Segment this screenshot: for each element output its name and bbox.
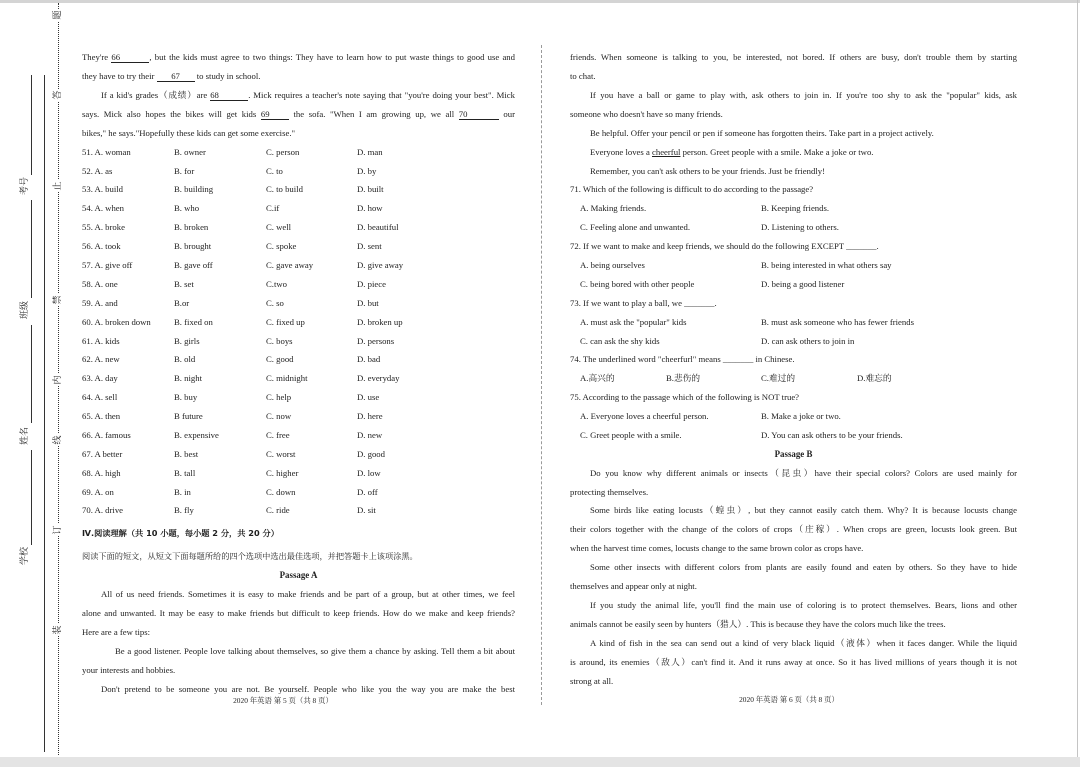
passage-line: Some birds like eating locusts（蝗虫）, but they cannot easily catch them. Why? It is because locusts change [590,505,1017,515]
option-a: 51. A. woman [82,147,131,157]
option-b: B. building [174,184,214,194]
option-d: D. Listening to others. [761,222,839,232]
page-right-edge [1077,0,1078,757]
cloze-text: the sofa. "When I am growing up, we all [288,109,459,119]
passage-line: friends. When someone is talking to you, be interested, not bored. If others are busy, don't trouble them by starting [570,52,1017,62]
cloze-line [82,127,295,139]
option-b: B. girls [174,336,200,346]
cloze-text: bikes," he says."Hopefully these kids can get some exercise." [82,128,296,138]
option-c: C.if [266,203,280,213]
option-a: 70. A. drive [82,505,124,515]
option-row [82,467,515,479]
option-d: D. use [357,392,380,402]
option-c: C. gave away [266,260,314,270]
passage-line: when the harvest time comes, locusts change to the same brown color as crops have. [570,543,864,553]
seal-char: 内 [53,375,63,385]
passage-b-title: Passage B [774,449,813,459]
option-b: B. tall [174,468,196,478]
question-stem: 71. Which of the following is difficult to do according to the passage? [570,184,814,194]
passage-line: strong at all. [570,676,614,686]
option-a: A. must ask the "popular" kids [580,317,687,327]
option-b: B. best [174,449,199,459]
option-row [82,353,515,365]
option-c: C. to [266,166,283,176]
option-c: C. well [266,222,292,232]
option-a: A. being ourselves [580,260,645,270]
option-a: 66. A. famous [82,430,131,440]
option-d: D. how [357,203,383,213]
seal-char: 禁 [53,295,63,305]
exam-number-blank [31,75,32,175]
cloze-line [82,70,260,82]
option-d: D. built [357,184,384,194]
page-footer: 2020 年英语 第 6 页（共 8 页） [739,695,839,704]
option-b: B. broken [174,222,209,232]
option-c: C. free [266,430,290,440]
option-b: B. fixed on [174,317,213,327]
passage-line: is around, its enemies（敌人）can't find it. And it runs away at once. So it has lived millions of years though it is not [570,657,1017,667]
option-d: D. low [357,468,381,478]
option-c: C. ride [266,505,290,515]
option-d: D. give away [357,260,404,270]
option-row [570,335,1017,347]
option-d: D. piece [357,279,386,289]
passage-line: someone who doesn't have so many friends. [570,109,723,119]
passage-text: person. Greet people with a smile. Make a joke or two. [680,147,874,157]
passage-line [590,146,873,158]
cloze-text: to study in school. [194,71,261,81]
page-footer: 2020 年英语 第 5 页（共 8 页） [233,696,333,705]
passage-line: alone and unwanted. It may be easy to make friends but difficult to keep friends. How do we make and keep friends? [82,608,515,618]
cloze-text: . Mick requires a teacher's note saying that "you're doing your best". Mick [248,90,516,100]
seal-char: 线 [53,435,63,445]
option-a: 69. A. on [82,487,114,497]
option-row [570,316,1017,328]
seal-char: 订 [53,525,63,535]
answer-blank: 70 [459,109,499,120]
option-d: D. new [357,430,383,440]
option-c: C. midnight [266,373,308,383]
seal-char: 止 [53,181,63,191]
class-label: 班级 [20,301,30,320]
question-stem: 73. If we want to play a ball, we _______. [570,298,717,308]
option-c: C. fixed up [266,317,305,327]
answer-blank: 69 [261,109,289,120]
option-row [82,335,515,347]
option-b: B. Keeping friends. [761,203,830,213]
option-a: 62. A. new [82,354,120,364]
option-row [570,429,1017,441]
option-d: D. can ask others to join in [761,336,855,346]
passage-line: All of us need friends. Sometimes it is easy to make friends and be part of a group, but at other times, we feel [101,589,515,599]
binding-solid-line [44,75,45,752]
option-row [82,486,515,498]
answer-blank: 67 [157,71,195,82]
option-row [82,391,515,403]
option-row [82,221,515,233]
passage-line: Remember, you can't ask others to be your friends. Just be friendly! [590,166,825,176]
name-label: 姓名 [20,427,30,446]
option-d: D. but [357,298,379,308]
option-c: C.two [266,279,287,289]
option-row [82,240,515,252]
option-row [82,448,515,460]
option-d: D. beautiful [357,222,399,232]
option-a: 53. A. build [82,184,124,194]
seal-char: 装 [53,625,63,635]
option-c: C. down [266,487,296,497]
option-c: C. higher [266,468,299,478]
option-b: B future [174,411,203,421]
option-a: 55. A. broke [82,222,125,232]
option-d: D. being a good listener [761,279,845,289]
option-a: 61. A. kids [82,336,120,346]
option-d: D.难忘的 [857,373,892,383]
option-c: C. to build [266,184,303,194]
option-d: D. bad [357,354,381,364]
passage-line: animals cannot be easily seen by hunters（猎人）. This is because they have the colors much like the trees. [570,619,946,629]
option-d: D. off [357,487,378,497]
option-d: D. broken up [357,317,403,327]
passage-line: Don't pretend to be someone you are not. Be yourself. People who like you the way you are make the best [101,684,515,694]
option-d: D. here [357,411,383,421]
option-a: 60. A. broken down [82,317,151,327]
section-instruction: 阅读下面的短文，从短文下面每题所给的四个选项中选出最佳选项，并把答题卡上该项涂黑。 [82,551,418,561]
cloze-line [82,108,515,120]
option-b: B. in [174,487,191,497]
cloze-text: , but the kids must agree to two things: They have to learn how to put waste things to good use and [149,52,515,62]
option-a: 58. A. one [82,279,118,289]
option-b: B. night [174,373,202,383]
passage-line: to chat. [570,71,596,81]
option-row [82,259,515,271]
option-row [570,202,1017,214]
cloze-text: says. Mick also hopes the bikes will get kids [82,109,261,119]
passage-line: A kind of fish in the sea can send out a kind of very black liquid（液体）when it faces danger. While the liquid [590,638,1017,648]
cloze-line [82,51,515,63]
passage-line: protecting themselves. [570,487,649,497]
option-a: 65. A. then [82,411,121,421]
cloze-text: If a kid's grades（成绩）are [101,90,211,100]
option-d: D. everyday [357,373,400,383]
option-row [82,297,515,309]
option-b: B. gave off [174,260,213,270]
option-row [82,183,515,195]
cloze-text: They're [82,52,112,62]
option-c: C. spoke [266,241,297,251]
passage-a-title: Passage A [279,570,318,580]
option-d: D. persons [357,336,395,346]
cloze-line [101,89,515,101]
option-a: 68. A. high [82,468,121,478]
option-b: B.悲伤的 [666,373,701,383]
option-row [82,316,515,328]
passage-line: their colors together with the change of the colors of crops（庄稼）. When crops are green, locusts look green. But [570,524,1017,534]
option-row [82,278,515,290]
option-b: B. buy [174,392,198,402]
cloze-text: our [498,109,515,119]
option-row [82,410,515,422]
option-d: D. You can ask others to be your friends. [761,430,903,440]
option-a: 52. A. as [82,166,113,176]
class-blank [31,200,32,298]
option-b: B. owner [174,147,206,157]
option-a: 64. A. sell [82,392,118,402]
passage-line: Some other insects with different colors from plants are easily found and eaten by others. So they have to hide [590,562,1017,572]
answer-blank: 68 [210,90,248,101]
exam-number-label: 考号 [20,177,30,196]
school-blank [31,450,32,545]
option-c: C. worst [266,449,296,459]
option-row [82,165,515,177]
option-a: A. Making friends. [580,203,647,213]
page-bottom-edge [0,757,1080,767]
passage-text: Everyone loves a [590,147,652,157]
option-row [82,202,515,214]
option-d: D. man [357,147,383,157]
name-blank [31,325,32,423]
passage-line: If you study the animal life, you'll find the main use of coloring is to protect themselves. Bears, lions and other [590,600,1017,610]
option-c: C. help [266,392,292,402]
option-b: B. for [174,166,195,176]
option-b: B. Make a joke or two. [761,411,841,421]
passage-line: If you have a ball or game to play with, ask others to join in. If you're too shy to ask the "popular" kids, ask [590,90,1017,100]
option-a: 56. A. took [82,241,121,251]
cloze-text: they have to try their [82,71,157,81]
page-top-edge [0,0,1080,3]
option-a: 67. A better [82,449,123,459]
option-b: B. set [174,279,194,289]
page-divider [541,45,542,705]
option-a: A.高兴的 [580,373,615,383]
option-c: C.难过的 [761,373,796,383]
option-a: 57. A. give off [82,260,133,270]
option-c: C. now [266,411,292,421]
option-row [570,259,1017,271]
option-d: D. sit [357,505,376,515]
passage-line: Do you know why different animals or insects（昆虫）have their special colors? Colors are used mainly for [590,468,1017,478]
passage-line: themselves and appear only at night. [570,581,697,591]
option-c: C. Greet people with a smile. [580,430,682,440]
question-stem: 72. If we want to make and keep friends, we should do the following EXCEPT _______. [570,241,879,251]
section-title: Ⅳ.阅读理解（共 10 小题，每小题 2 分，共 20 分） [82,528,279,538]
option-b: B. must ask someone who has fewer friends [761,317,914,327]
underlined-word: cheerful [652,147,681,157]
option-b: B. who [174,203,200,213]
option-a: 54. A. when [82,203,124,213]
option-c: C. good [266,354,294,364]
option-c: C. being bored with other people [580,279,695,289]
option-c: C. person [266,147,300,157]
answer-blank: 66 [111,52,149,63]
option-c: C. boys [266,336,293,346]
passage-line: Be helpful. Offer your pencil or pen if someone has forgotten theirs. Take part in a project actively. [590,128,934,138]
option-row [82,429,515,441]
option-b: B. fly [174,505,194,515]
option-row [82,372,515,384]
option-b: B. old [174,354,196,364]
question-stem: 75. According to the passage which of the following is NOT true? [570,392,800,402]
option-b: B.or [174,298,190,308]
option-a: 59. A. and [82,298,118,308]
passage-line: Here are a few tips: [82,627,151,637]
option-d: D. good [357,449,385,459]
seal-char: 题 [53,10,63,20]
seal-char: 答 [53,90,63,100]
option-row [570,278,1017,290]
option-row [82,504,515,516]
option-d: D. by [357,166,377,176]
option-row [82,146,515,158]
option-row [570,221,1017,233]
option-b: B. brought [174,241,212,251]
option-a: 63. A. day [82,373,118,383]
passage-line: your interests and hobbies. [82,665,176,675]
question-stem: 74. The underlined word "cheerfurl" means _______ in Chinese. [570,354,795,364]
option-d: D. sent [357,241,382,251]
passage-line: Be a good listener. People love talking about themselves, so give them a chance by asking. Tell them a bit about [115,646,515,656]
option-row [570,410,1017,422]
school-label: 学校 [20,547,30,566]
option-row [570,372,1017,384]
option-b: B. being interested in what others say [761,260,892,270]
option-b: B. expensive [174,430,219,440]
option-c: C. Feeling alone and unwanted. [580,222,691,232]
option-c: C. can ask the shy kids [580,336,660,346]
option-a: A. Everyone loves a cheerful person. [580,411,709,421]
option-c: C. so [266,298,284,308]
